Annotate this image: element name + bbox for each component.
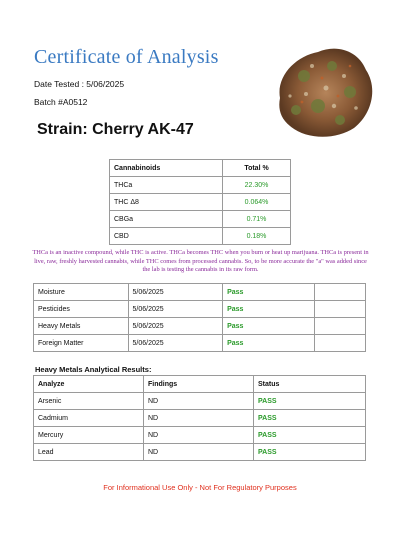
empty-cell [315, 318, 366, 335]
test-name: Moisture [34, 284, 129, 301]
tests-table [33, 283, 366, 352]
analyte-finding: ND [144, 410, 254, 427]
document-title: Certificate of Analysis [34, 46, 219, 68]
test-result: Pass [223, 318, 315, 335]
date-tested: Date Tested : 5/06/2025 [34, 79, 125, 89]
test-name: Pesticides [34, 301, 129, 318]
empty-cell [315, 335, 366, 352]
table-row [110, 177, 291, 194]
table-row [34, 410, 366, 427]
test-name: Foreign Matter [34, 335, 129, 352]
test-date: 5/06/2025 [128, 301, 223, 318]
test-date: 5/06/2025 [128, 284, 223, 301]
column-header: Status [254, 376, 366, 393]
table-row [34, 393, 366, 410]
strain-name: Strain: Cherry AK-47 [37, 121, 194, 138]
heavy-metals-title: Heavy Metals Analytical Results: [35, 365, 152, 374]
analyte-name: Arsenic [34, 393, 144, 410]
analyte-finding: ND [144, 444, 254, 461]
thca-note: THCa is an inactive compound, while THC is active. THCa becomes THC when you burn or heat up marijuana. THCa is present in live, raw, freshly harvested cannabis, while THC comes from processed cannabis. So, to be more accurate the "a" was added since the lab is testing the cannabis in its raw form. [32, 249, 369, 274]
table-row [34, 284, 366, 301]
table-row [110, 228, 291, 245]
table-header-row [110, 160, 291, 177]
analyte-name: Lead [34, 444, 144, 461]
cannabinoid-value: 0.18% [223, 228, 291, 245]
batch-number: Batch #A0512 [34, 97, 88, 107]
column-header: Findings [144, 376, 254, 393]
cannabinoid-name: THC Δ8 [110, 194, 223, 211]
empty-cell [315, 301, 366, 318]
column-header: Cannabinoids [110, 160, 223, 177]
analyte-finding: ND [144, 393, 254, 410]
cannabinoid-name: THCa [110, 177, 223, 194]
heavy-metals-table [33, 375, 366, 461]
cannabinoid-value: 0.064% [223, 194, 291, 211]
cannabinoids-table [109, 159, 291, 245]
column-header: Analyze [34, 376, 144, 393]
disclaimer-footer: For Informational Use Only - Not For Regulatory Purposes [103, 483, 297, 492]
analyte-name: Mercury [34, 427, 144, 444]
table-row [110, 211, 291, 228]
analyte-status: PASS [254, 393, 366, 410]
table-row [110, 194, 291, 211]
test-result: Pass [223, 335, 315, 352]
table-row [34, 335, 366, 352]
table-row [34, 318, 366, 335]
analyte-status: PASS [254, 427, 366, 444]
table-header-row [34, 376, 366, 393]
test-date: 5/06/2025 [128, 318, 223, 335]
empty-cell [315, 284, 366, 301]
table-row [34, 427, 366, 444]
table-row [34, 301, 366, 318]
test-result: Pass [223, 301, 315, 318]
cannabinoid-value: 22.30% [223, 177, 291, 194]
cannabinoid-value: 0.71% [223, 211, 291, 228]
cannabinoid-name: CBGa [110, 211, 223, 228]
analyte-finding: ND [144, 427, 254, 444]
analyte-status: PASS [254, 444, 366, 461]
analyte-name: Cadmium [34, 410, 144, 427]
test-date: 5/06/2025 [128, 335, 223, 352]
table-row [34, 444, 366, 461]
analyte-status: PASS [254, 410, 366, 427]
column-header: Total % [223, 160, 291, 177]
test-result: Pass [223, 284, 315, 301]
cannabis-bud-image [266, 36, 380, 144]
cannabinoid-name: CBD [110, 228, 223, 245]
test-name: Heavy Metals [34, 318, 129, 335]
